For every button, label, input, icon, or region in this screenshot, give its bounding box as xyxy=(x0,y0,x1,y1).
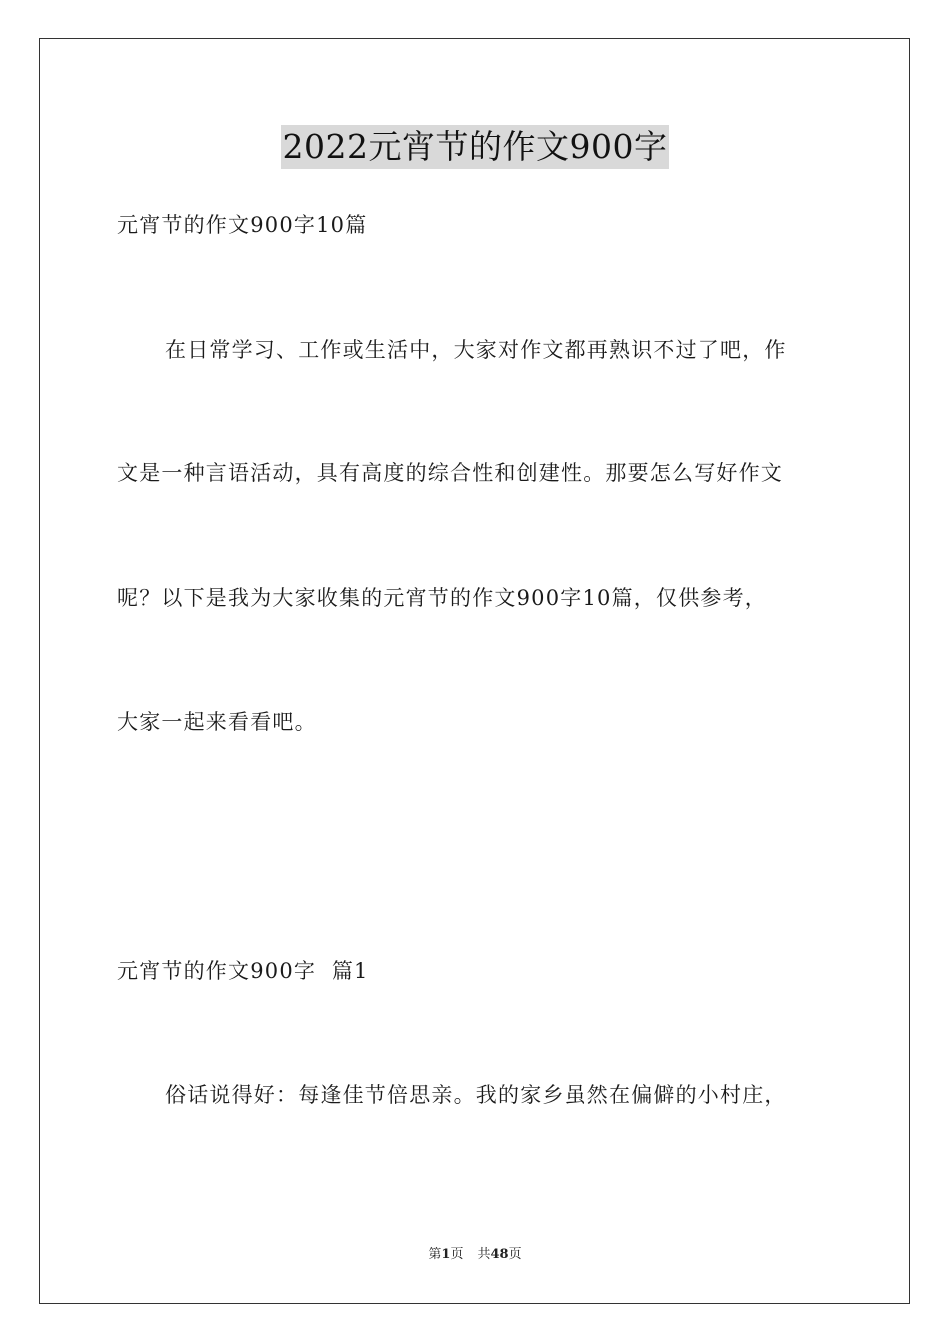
section-heading: 元宵节的作文900字 篇1 xyxy=(117,959,369,983)
document-subtitle: 元宵节的作文900字10篇 xyxy=(117,213,368,237)
title-container xyxy=(0,125,950,169)
footer-prefix: 第 xyxy=(428,1247,442,1262)
document-title: 2022元宵节的作文900字 xyxy=(281,125,670,169)
footer-total-prefix: 共 xyxy=(477,1247,491,1262)
paragraph-line: 呢？以下是我为大家收集的元宵节的作文900字10篇，仅供参考， xyxy=(117,586,768,610)
paragraph-line: 大家一起来看看吧。 xyxy=(117,710,317,734)
page-footer xyxy=(0,1246,950,1264)
footer-total-pages: 48 xyxy=(490,1247,509,1262)
footer-total-suffix: 页 xyxy=(508,1247,522,1262)
paragraph-line: 俗话说得好：每逢佳节倍思亲。我的家乡虽然在偏僻的小村庄， xyxy=(165,1083,787,1107)
paragraph-line: 文是一种言语活动，具有高度的综合性和创建性。那要怎么写好作文 xyxy=(117,461,783,485)
footer-page-suffix: 页 xyxy=(450,1247,464,1262)
footer-page-number: 1 xyxy=(441,1247,451,1262)
paragraph-line: 在日常学习、工作或生活中，大家对作文都再熟识不过了吧，作 xyxy=(165,338,787,362)
